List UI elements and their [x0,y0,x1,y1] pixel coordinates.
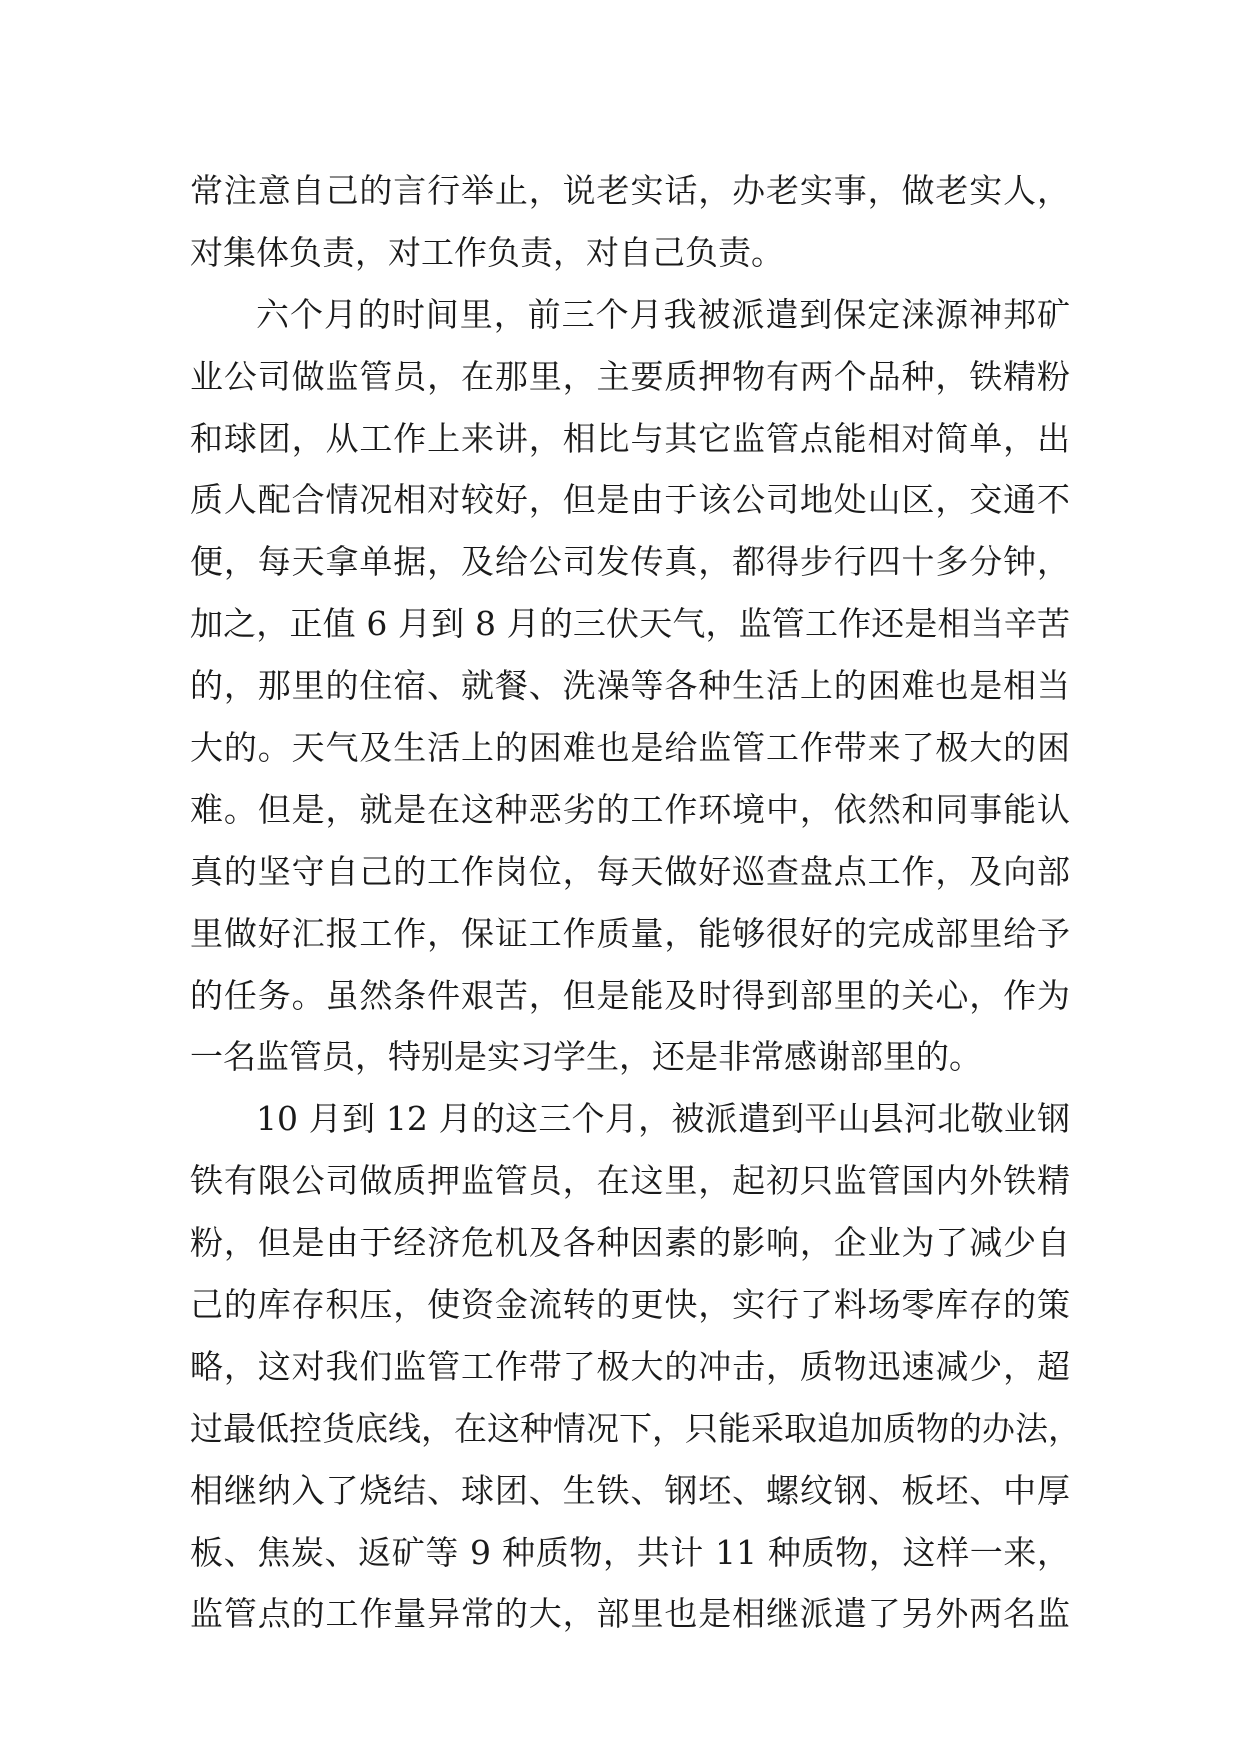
text-line: 大的。天气及生活上的困难也是给监管工作带来了极大的困 [190,728,1070,768]
text-line: 加之，正值 6 月到 8 月的三伏天气，监管工作还是相当辛苦 [190,604,1070,644]
text-line: 对集体负责，对工作负责，对自己负责。 [190,232,784,272]
text-line: 真的坚守自己的工作岗位，每天做好巡查盘点工作，及向部 [190,851,1070,891]
text-line: 己的库存积压，使资金流转的更快，实行了料场零库存的策 [190,1285,1070,1325]
text-line: 常注意自己的言行举止，说老实话，办老实事，做老实人， [190,171,1070,210]
paragraph-first-line: 六个月的时间里，前三个月我被派遣到保定涞源神邦矿 [256,294,1070,334]
text-line: 一名监管员，特别是实习学生，还是非常感谢部里的。 [190,1037,982,1077]
text-line: 相继纳入了烧结、球团、生铁、钢坯、螺纹钢、板坯、中厚 [190,1470,1070,1510]
body-text [190,160,1081,1645]
text-line: 里做好汇报工作，保证工作质量，能够很好的完成部里给予 [190,913,1070,953]
text-line: 业公司做监管员，在那里，主要质押物有两个品种，铁精粉 [190,356,1070,396]
text-line: 的任务。虽然条件艰苦，但是能及时得到部里的关心，作为 [190,975,1070,1015]
text-line: 铁有限公司做质押监管员，在这里，起初只监管国内外铁精 [190,1161,1070,1201]
text-line: 略，这对我们监管工作带了极大的冲击，质物迅速减少，超 [190,1346,1070,1386]
text-line: 便，每天拿单据，及给公司发传真，都得步行四十多分钟， [190,542,1070,582]
text-line: 的，那里的住宿、就餐、洗澡等各种生活上的困难也是相当 [190,666,1070,706]
text-line: 粉，但是由于经济危机及各种因素的影响，企业为了减少自 [190,1223,1070,1263]
text-line: 监管点的工作量异常的大，部里也是相继派遣了另外两名监 [190,1594,1070,1634]
paragraph-first-line: 10 月到 12 月的这三个月，被派遣到平山县河北敬业钢 [256,1099,1070,1139]
text-line: 板、焦炭、返矿等 9 种质物，共计 11 种质物，这样一来， [190,1532,1070,1572]
text-line: 过最低控货底线，在这种情况下，只能采取追加质物的办法， [190,1408,1081,1448]
text-line: 难。但是，就是在这种恶劣的工作环境中，依然和同事能认 [190,789,1070,829]
text-line: 和球团，从工作上来讲，相比与其它监管点能相对简单，出 [190,418,1070,458]
text-line: 质人配合情况相对较好，但是由于该公司地处山区，交通不 [190,480,1070,520]
